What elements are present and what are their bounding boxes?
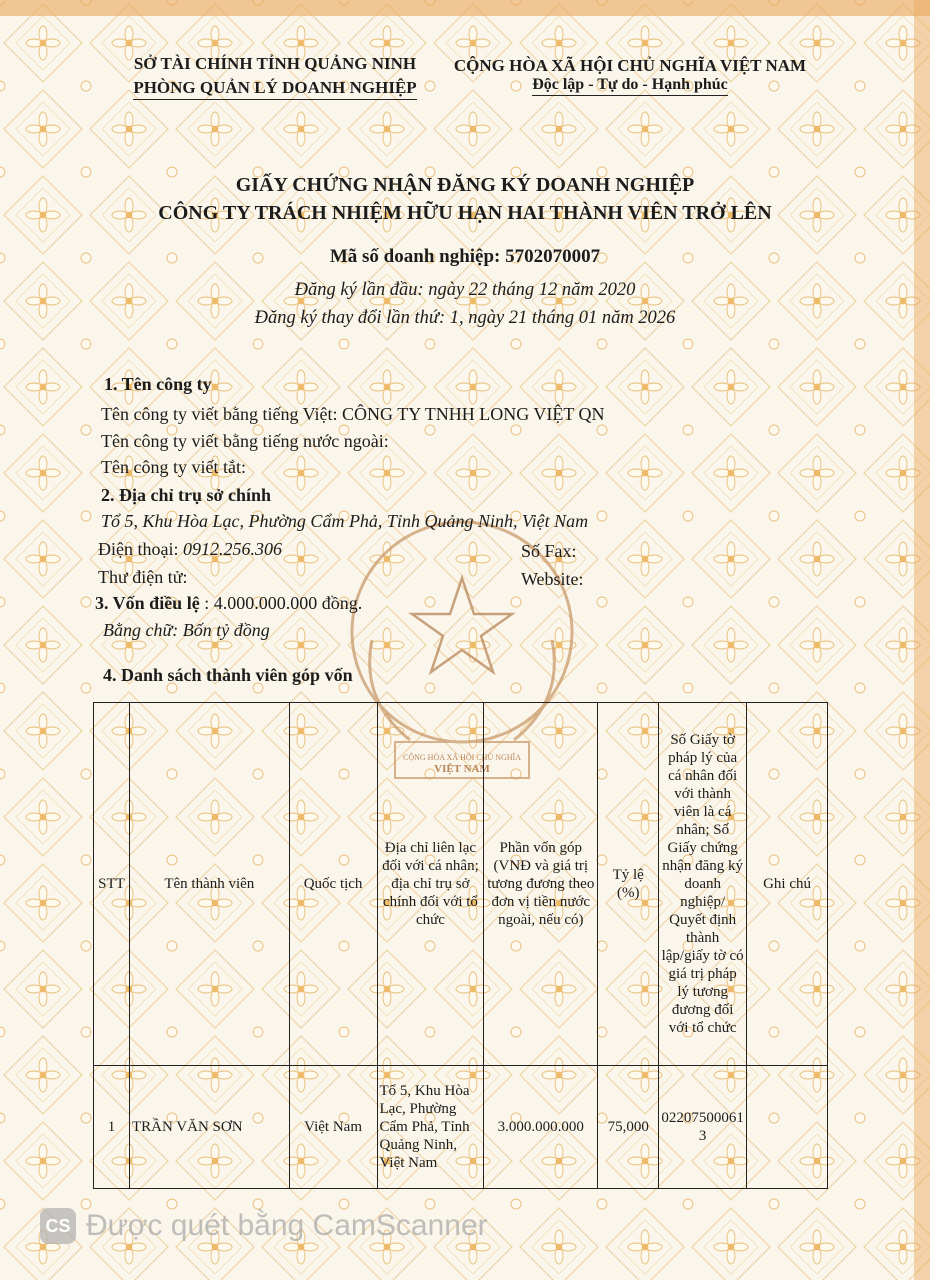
website-label: Website: — [521, 569, 584, 589]
national-title: CỘNG HÒA XÃ HỘI CHỦ NGHĨA VIỆT NAM — [453, 56, 807, 75]
col-note: Ghi chú — [747, 703, 828, 1066]
charter-capital-heading: 3. Vốn điều lệ — [95, 593, 200, 613]
phone-row — [98, 539, 282, 560]
cell-note — [747, 1066, 828, 1189]
members-table-header — [94, 703, 828, 1066]
phone-value: 0912.256.306 — [182, 539, 282, 559]
col-capital: Phần vốn góp (VNĐ và giá trị tương đương theo đơn vị tiền nước ngoài, nếu có) — [484, 703, 598, 1066]
col-nationality: Quốc tịch — [289, 703, 377, 1066]
national-motto-text: Độc lập - Tự do - Hạnh phúc — [532, 76, 728, 96]
fax-label: Số Fax: — [521, 541, 577, 561]
cell-nationality: Việt Nam — [289, 1066, 377, 1189]
camscanner-watermark — [40, 1206, 488, 1246]
col-legal-document: Số Giấy tờ pháp lý của cá nhân đối với thành viên là cá nhân; Số Giấy chứng nhận đăng ký doanh nghiệp/ Quyết định thành lập/giấy tờ có giá trị pháp lý tương đương đối với tổ chức — [659, 703, 747, 1066]
email-label: Thư điện tử: — [98, 567, 188, 587]
members-table — [93, 702, 828, 1189]
emblem-arc-text: CỘNG HÒA XÃ HỘI CHỦ NGHĨA — [403, 753, 521, 762]
table-row — [94, 1066, 828, 1189]
tax-code: Mã số doanh nghiệp: 5702070007 — [329, 246, 601, 267]
charter-capital-in-words: Bằng chữ: Bốn tỷ đồng — [103, 620, 270, 640]
col-ratio: Tỷ lệ (%) — [598, 703, 659, 1066]
head-office-address: Tổ 5, Khu Hòa Lạc, Phường Cẩm Phả, Tỉnh Quảng Ninh, Việt Nam — [101, 511, 589, 531]
company-name-vietnamese: Tên công ty viết bằng tiếng Việt: CÔNG TY TNHH LONG VIỆT QN — [101, 404, 605, 424]
cell-legal-document: 022075000613 — [659, 1066, 747, 1189]
emblem-banner-text: VIỆT NAM — [434, 763, 490, 775]
first-registration-date: Đăng ký lần đầu: ngày 22 tháng 12 năm 2020 — [294, 280, 636, 300]
charter-capital-row — [95, 593, 362, 614]
certificate-title: GIẤY CHỨNG NHẬN ĐĂNG KÝ DOANH NGHIỆP — [235, 174, 695, 196]
section-address-heading: 2. Địa chỉ trụ sở chính — [101, 485, 271, 505]
issuer-office — [110, 78, 440, 100]
col-stt: STT — [94, 703, 130, 1066]
company-name-short: Tên công ty viết tắt: — [101, 457, 246, 477]
change-registration-date: Đăng ký thay đổi lần thứ: 1, ngày 21 tháng 01 năm 2026 — [254, 308, 676, 328]
company-type: CÔNG TY TRÁCH NHIỆM HỮU HẠN HAI THÀNH VIÊN TRỞ LÊN — [158, 202, 772, 224]
issuer-department: SỞ TÀI CHÍNH TỈNH QUẢNG NINH — [133, 54, 417, 73]
cell-address: Tổ 5, Khu Hòa Lạc, Phường Cẩm Phả, Tỉnh Quảng Ninh, Việt Nam — [377, 1066, 484, 1189]
company-name-foreign: Tên công ty viết bằng tiếng nước ngoài: — [101, 431, 389, 451]
issuer-office-text: PHÒNG QUẢN LÝ DOANH NGHIỆP — [133, 78, 416, 100]
charter-capital-value: : 4.000.000.000 đồng. — [204, 593, 363, 613]
national-motto — [430, 76, 830, 96]
camscanner-logo-icon: CS — [40, 1208, 76, 1244]
cell-ratio: 75,000 — [598, 1066, 659, 1189]
section-members-heading: 4. Danh sách thành viên góp vốn — [103, 665, 353, 685]
cell-member-name: TRẦN VĂN SƠN — [129, 1066, 289, 1189]
col-member-name: Tên thành viên — [129, 703, 289, 1066]
section-company-name-heading: 1. Tên công ty — [104, 374, 212, 394]
phone-label: Điện thoại: — [98, 539, 179, 559]
cell-capital: 3.000.000.000 — [484, 1066, 598, 1189]
col-address: Địa chỉ liên lạc đối với cá nhân; địa chỉ trụ sở chính đối với tổ chức — [377, 703, 484, 1066]
camscanner-watermark-text: Được quét bằng CamScanner — [86, 1209, 488, 1242]
cell-stt: 1 — [94, 1066, 130, 1189]
